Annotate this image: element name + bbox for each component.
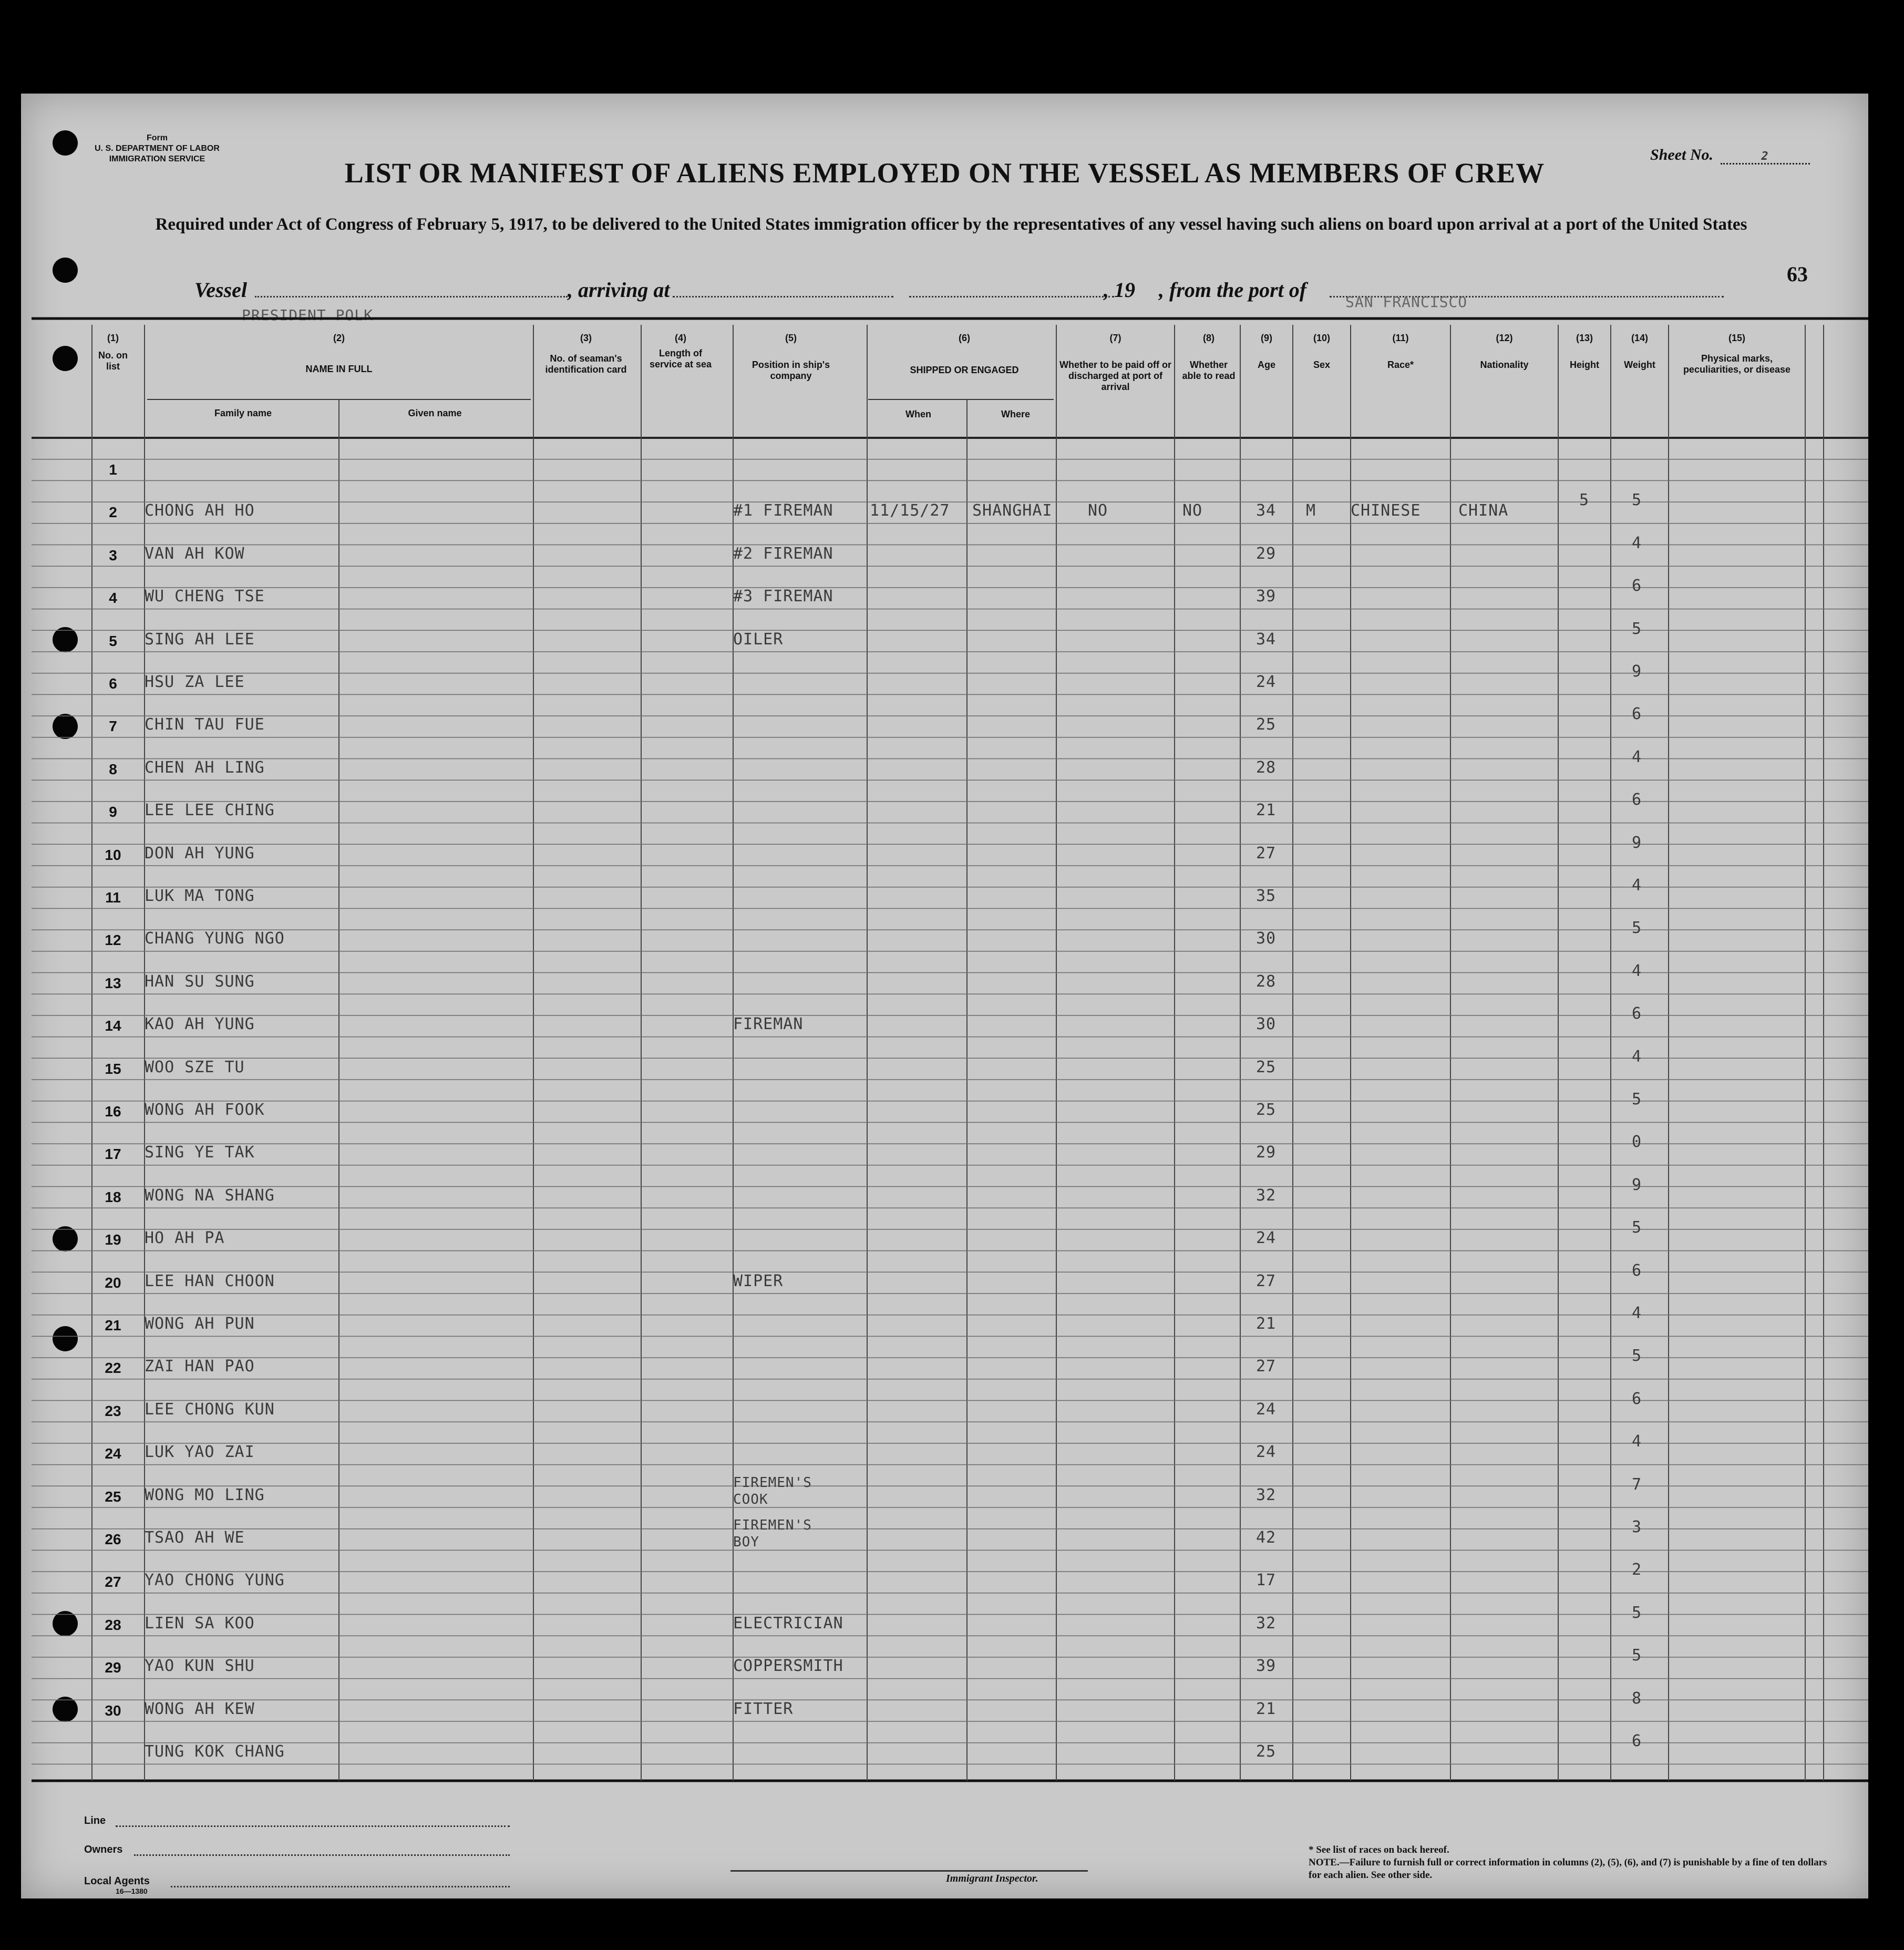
- cell-nat: CHINA: [1458, 501, 1509, 520]
- row-number: 23: [105, 1402, 121, 1419]
- col15-number: (15): [1728, 333, 1745, 343]
- row-number: 20: [105, 1274, 121, 1291]
- cell-sex: M: [1306, 501, 1316, 520]
- cell-age: 30: [1256, 1015, 1277, 1034]
- cell-weight: 4: [1632, 1047, 1642, 1066]
- document-title: LIST OR MANIFEST OF ALIENS EMPLOYED ON THE VESSEL AS MEMBERS OF CREW: [344, 157, 1545, 189]
- cell-name: WONG NA SHANG: [145, 1186, 275, 1205]
- row-number: 13: [105, 974, 121, 991]
- cell-name: WOO SZE TU: [145, 1058, 245, 1076]
- cell-name: WONG MO LING: [145, 1485, 265, 1504]
- cell-age: 34: [1256, 501, 1277, 520]
- cell-weight: 6: [1632, 1004, 1642, 1023]
- cell-age: 27: [1256, 844, 1277, 863]
- cell-name: TSAO AH WE: [145, 1528, 245, 1547]
- vessel-label: Vessel: [194, 278, 247, 302]
- owners-label: Owners: [84, 1844, 123, 1855]
- cell-name: CHIN TAU FUE: [145, 715, 265, 734]
- department-label: U. S. DEPARTMENT OF LABOR: [95, 144, 220, 153]
- cell-weight: 2: [1632, 1561, 1642, 1579]
- cell-age: 25: [1256, 1101, 1277, 1119]
- cell-weight: 5: [1632, 1218, 1642, 1237]
- cell-age: 24: [1256, 1229, 1277, 1248]
- col6-label: SHIPPED OR ENGAGED: [910, 365, 1019, 375]
- owners-dotline: [134, 1854, 510, 1856]
- cell-age: 34: [1256, 630, 1277, 649]
- row-number: 9: [109, 804, 117, 820]
- cell-age: 39: [1256, 1657, 1277, 1676]
- cell-weight: 3: [1632, 1518, 1642, 1536]
- row-number: 28: [105, 1616, 121, 1633]
- col6-number: (6): [959, 333, 970, 343]
- cell-position: OILER: [733, 630, 784, 649]
- cell-weight: 0: [1632, 1133, 1642, 1152]
- manifest-sheet: [21, 94, 1868, 1898]
- cell-where: SHANGHAI: [972, 501, 1053, 520]
- cell-race: CHINESE: [1351, 501, 1421, 520]
- cell-position: FIREMAN: [733, 1015, 804, 1034]
- cell-name: LEE LEE CHING: [145, 801, 275, 820]
- cell-weight: 4: [1632, 876, 1642, 895]
- row-number: 18: [105, 1188, 121, 1205]
- row-number: 3: [109, 547, 117, 563]
- row-number: 11: [105, 889, 121, 906]
- col9-number: (9): [1261, 333, 1272, 343]
- cell-name: HAN SU SUNG: [145, 972, 255, 991]
- form-label: Form: [146, 134, 168, 142]
- cell-read: NO: [1182, 501, 1203, 520]
- cell-age: 35: [1256, 887, 1277, 905]
- row-number: 6: [109, 675, 117, 692]
- cell-name: WONG AH KEW: [145, 1699, 255, 1718]
- races-note: * See list of races on back hereof.: [1309, 1844, 1449, 1855]
- cell-age: 29: [1256, 1143, 1277, 1162]
- where-header: Where: [1001, 409, 1030, 419]
- cell-position: #2 FIREMAN: [733, 544, 833, 563]
- cell-when: 11/15/27: [870, 501, 950, 520]
- family-name-header: Family name: [214, 408, 272, 418]
- row-number: 21: [105, 1317, 121, 1333]
- cell-age: 42: [1256, 1528, 1277, 1547]
- col1-label: No. on list: [98, 350, 128, 372]
- cell-name: SING AH LEE: [145, 630, 255, 649]
- cell-name: CHONG AH HO: [145, 501, 255, 520]
- col5-number: (5): [785, 333, 797, 343]
- col7-number: (7): [1109, 333, 1121, 343]
- cell-weight: 4: [1632, 961, 1642, 980]
- col12-label: Nationality: [1480, 360, 1529, 370]
- given-name-header: Given name: [408, 408, 462, 418]
- row-number: 14: [105, 1018, 121, 1034]
- cell-height: 5: [1579, 491, 1590, 510]
- row-number: 30: [105, 1702, 121, 1719]
- line-label: Line: [84, 1815, 106, 1826]
- cell-age: 32: [1256, 1186, 1277, 1205]
- cell-name: LEE HAN CHOON: [145, 1271, 275, 1290]
- cell-name: HO AH PA: [145, 1229, 225, 1248]
- row-number: 5: [109, 632, 117, 649]
- cell-age: 27: [1256, 1357, 1277, 1376]
- service-label: IMMIGRATION SERVICE: [109, 155, 205, 163]
- cell-weight: 6: [1632, 705, 1642, 724]
- agents-dotline: [171, 1886, 510, 1887]
- cell-weight: 4: [1632, 533, 1642, 552]
- cell-age: 25: [1256, 715, 1277, 734]
- col11-number: (11): [1392, 333, 1409, 343]
- cell-weight: 6: [1632, 791, 1642, 809]
- col3-label: No. of seaman's identification card: [545, 353, 627, 375]
- row-number: 16: [105, 1103, 121, 1120]
- row-number: 4: [109, 590, 117, 607]
- cell-position: FITTER: [733, 1699, 794, 1718]
- col7-label: Whether to be paid off or discharged at port of arrival: [1059, 360, 1171, 392]
- col4-number: (4): [675, 333, 686, 343]
- cell-position: WIPER: [733, 1271, 784, 1290]
- cell-age: 29: [1256, 544, 1277, 563]
- row-number: 15: [105, 1060, 121, 1077]
- cell-weight: 5: [1632, 1347, 1642, 1366]
- cell-age: 25: [1256, 1742, 1277, 1761]
- cell-weight: 5: [1632, 1090, 1642, 1109]
- cell-weight: 5: [1632, 491, 1642, 510]
- cell-age: 32: [1256, 1614, 1277, 1633]
- cell-age: 28: [1256, 972, 1277, 991]
- row-number: 7: [109, 718, 117, 735]
- cell-weight: 9: [1632, 662, 1642, 681]
- cell-age: 24: [1256, 673, 1277, 691]
- footnote: [1309, 1844, 1834, 1882]
- cell-weight: 4: [1632, 747, 1642, 766]
- arriving-label: , arriving at: [568, 278, 670, 302]
- cell-name: TUNG KOK CHANG: [145, 1742, 285, 1761]
- col2-label: NAME IN FULL: [305, 364, 373, 374]
- col2-number: (2): [333, 333, 345, 343]
- cell-paid: NO: [1088, 501, 1108, 520]
- local-agents-label: Local Agents: [84, 1875, 150, 1887]
- cell-name: LUK YAO ZAI: [145, 1443, 255, 1462]
- col4-label: Length of service at sea: [649, 348, 712, 370]
- row-number: 27: [105, 1574, 121, 1590]
- year-label: , 19: [1104, 278, 1135, 302]
- cell-name: HSU ZA LEE: [145, 673, 245, 691]
- col5-label: Position in ship's company: [752, 360, 830, 381]
- penalty-note: NOTE.—Failure to furnish full or correct information in columns (2), (5), (6), and (7) is punishable by a fine of ten dollars for each alien. See other side.: [1309, 1857, 1827, 1881]
- cell-name: CHEN AH LING: [145, 758, 265, 777]
- col15-label: Physical marks, peculiarities, or disease: [1683, 353, 1791, 375]
- cell-name: SING YE TAK: [145, 1143, 255, 1162]
- form-code: 16—1380: [116, 1887, 148, 1895]
- cell-name: VAN AH KOW: [145, 544, 245, 563]
- row-number: 26: [105, 1531, 121, 1547]
- cell-weight: 5: [1632, 1603, 1642, 1622]
- col14-label: Weight: [1624, 360, 1655, 370]
- cell-age: 21: [1256, 801, 1277, 820]
- cell-age: 32: [1256, 1485, 1277, 1504]
- row-number: 22: [105, 1360, 121, 1377]
- port-name: SAN FRANCISCO: [1345, 293, 1468, 311]
- row-number: 25: [105, 1488, 121, 1505]
- cell-age: 30: [1256, 929, 1277, 948]
- cell-name: KAO AH YUNG: [145, 1015, 255, 1034]
- cell-age: 39: [1256, 587, 1277, 606]
- row-number: 24: [105, 1445, 121, 1462]
- cell-age: 28: [1256, 758, 1277, 777]
- document-subtitle: Required under Act of Congress of February 5, 1917, to be delivered to the United States immigration officer by the representatives of any vessel having such aliens on board upon arrival at a port of the United States: [155, 215, 1747, 234]
- cell-weight: 6: [1632, 1732, 1642, 1750]
- row-number: 2: [109, 504, 117, 521]
- cell-name: LUK MA TONG: [145, 887, 255, 905]
- col1-number: (1): [107, 333, 119, 343]
- col3-number: (3): [580, 333, 592, 343]
- cell-weight: 7: [1632, 1475, 1642, 1494]
- row-number: 8: [109, 761, 117, 777]
- cell-name: CHANG YUNG NGO: [145, 929, 285, 948]
- cell-name: WU CHENG TSE: [145, 587, 265, 606]
- cell-name: YAO KUN SHU: [145, 1657, 255, 1676]
- cell-name: WONG AH FOOK: [145, 1101, 265, 1119]
- col14-number: (14): [1631, 333, 1648, 343]
- row-number: 29: [105, 1659, 121, 1676]
- cell-age: 27: [1256, 1271, 1277, 1290]
- row-number: 17: [105, 1146, 121, 1163]
- cell-name: DON AH YUNG: [145, 844, 255, 863]
- cell-weight: 5: [1632, 1646, 1642, 1665]
- cell-position: #3 FIREMAN: [733, 587, 833, 606]
- cell-weight: 6: [1632, 1389, 1642, 1408]
- cell-age: 21: [1256, 1699, 1277, 1718]
- cell-weight: 5: [1632, 619, 1642, 638]
- cell-position: #1 FIREMAN: [733, 501, 833, 520]
- cell-weight: 9: [1632, 833, 1642, 852]
- cell-name: ZAI HAN PAO: [145, 1357, 255, 1376]
- row-number: 19: [105, 1231, 121, 1248]
- vessel-name: PRESIDENT POLK: [242, 306, 374, 324]
- cell-age: 17: [1256, 1571, 1277, 1590]
- cell-age: 24: [1256, 1400, 1277, 1419]
- col12-number: (12): [1496, 333, 1513, 343]
- sheet-number-value: 2: [1721, 150, 1810, 165]
- crew-list: [21, 94, 1868, 1898]
- cell-name: YAO CHONG YUNG: [145, 1571, 285, 1590]
- cell-age: 24: [1256, 1443, 1277, 1462]
- cell-age: 21: [1256, 1315, 1277, 1333]
- cell-weight: 6: [1632, 577, 1642, 596]
- cell-weight: 6: [1632, 1261, 1642, 1280]
- col13-label: Height: [1570, 360, 1599, 370]
- col10-number: (10): [1313, 333, 1330, 343]
- col10-label: Sex: [1313, 360, 1331, 370]
- inspector-line: [730, 1870, 1088, 1872]
- cell-weight: 9: [1632, 1175, 1642, 1194]
- page-number: 63: [1787, 262, 1808, 286]
- row-number: 12: [105, 932, 121, 949]
- row-number: 10: [105, 846, 121, 863]
- col13-number: (13): [1576, 333, 1593, 343]
- col9-label: Age: [1257, 360, 1275, 370]
- col8-number: (8): [1203, 333, 1215, 343]
- from-port-label: , from the port of: [1159, 278, 1307, 302]
- cell-position: FIREMEN'S COOK: [733, 1474, 812, 1507]
- line-dotline: [116, 1825, 510, 1827]
- cell-name: LIEN SA KOO: [145, 1614, 255, 1633]
- inspector-label: Immigrant Inspector.: [946, 1873, 1038, 1884]
- sheet-number-label: Sheet No.: [1650, 146, 1713, 163]
- cell-weight: 5: [1632, 919, 1642, 938]
- cell-weight: 4: [1632, 1432, 1642, 1451]
- cell-name: LEE CHONG KUN: [145, 1400, 275, 1419]
- cell-weight: 8: [1632, 1689, 1642, 1708]
- cell-position: COPPERSMITH: [733, 1657, 843, 1676]
- cell-name: WONG AH PUN: [145, 1315, 255, 1333]
- cell-weight: 4: [1632, 1304, 1642, 1322]
- col8-label: Whether able to read: [1182, 360, 1236, 381]
- cell-position: ELECTRICIAN: [733, 1614, 843, 1633]
- cell-age: 25: [1256, 1058, 1277, 1076]
- when-header: When: [905, 409, 931, 419]
- row-number: 1: [109, 461, 117, 478]
- col11-label: Race*: [1387, 360, 1414, 370]
- cell-position: FIREMEN'S BOY: [733, 1517, 812, 1550]
